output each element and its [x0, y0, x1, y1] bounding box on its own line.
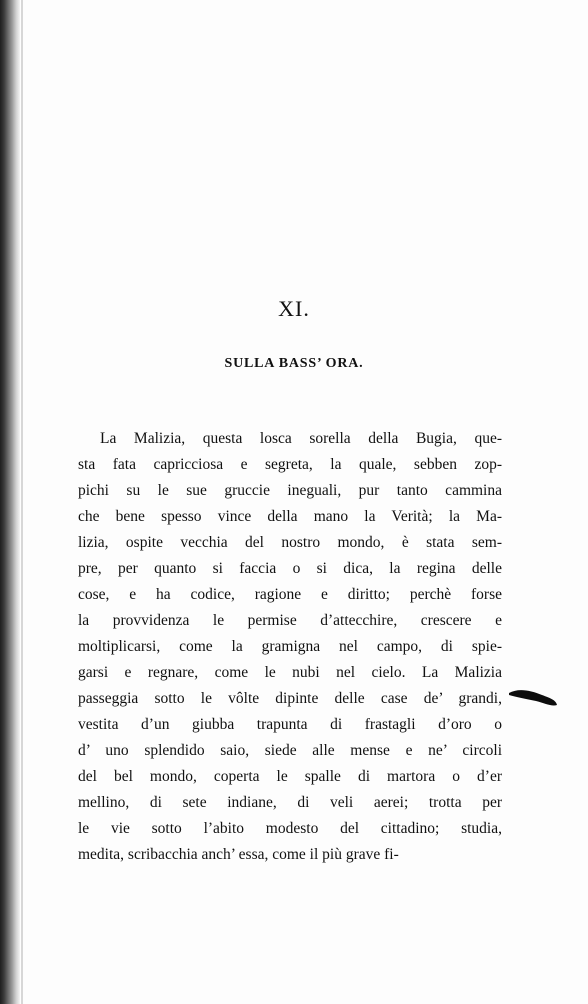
text-line: pichi su le sue gruccie ineguali, pur tanto cammina: [78, 482, 502, 499]
text-line: che bene spesso vince della mano la Verità; la Ma-: [78, 508, 502, 525]
text-line: passeggia sotto le vôlte dipinte delle case de’ grandi,: [78, 690, 502, 707]
text-line: garsi e regnare, come le nubi nel cielo. La Malizia: [78, 664, 502, 681]
text-line: le vie sotto l’abito modesto del cittadino; studia,: [78, 820, 502, 837]
text-line: del bel mondo, coperta le spalle di martora o d’er: [78, 768, 502, 785]
text-line: La Malizia, questa losca sorella della Bugia, que-: [100, 430, 502, 447]
text-line: vestita d’un giubba trapunta di frastagli d’oro o: [78, 716, 502, 733]
text-line: mellino, di sete indiane, di veli aerei; trotta per: [78, 794, 502, 811]
text-line: cose, e ha codice, ragione e diritto; perchè forse: [78, 586, 502, 603]
chapter-number: XI.: [278, 296, 310, 321]
gutter-shadow: [21, 0, 23, 1004]
body-text: [78, 426, 502, 868]
text-line: medita, scribacchia anch’ essa, come il più grave fi-: [78, 846, 399, 863]
page-binding-edge: [0, 0, 20, 1004]
chapter-title: SULLA BASS’ ORA.: [224, 356, 364, 371]
text-line: la provvidenza le permise d’attecchire, crescere e: [78, 612, 502, 629]
text-line: d’ uno splendido saio, siede alle mense e ne’ circoli: [78, 742, 502, 759]
ink-mark: [508, 686, 558, 710]
text-line: lizia, ospite vecchia del nostro mondo, è stata sem-: [78, 534, 502, 551]
text-line: pre, per quanto si faccia o si dica, la regina delle: [78, 560, 502, 577]
text-line: sta fata capricciosa e segreta, la quale, sebben zop-: [78, 456, 502, 473]
text-line: moltiplicarsi, come la gramigna nel campo, di spie-: [78, 638, 502, 655]
